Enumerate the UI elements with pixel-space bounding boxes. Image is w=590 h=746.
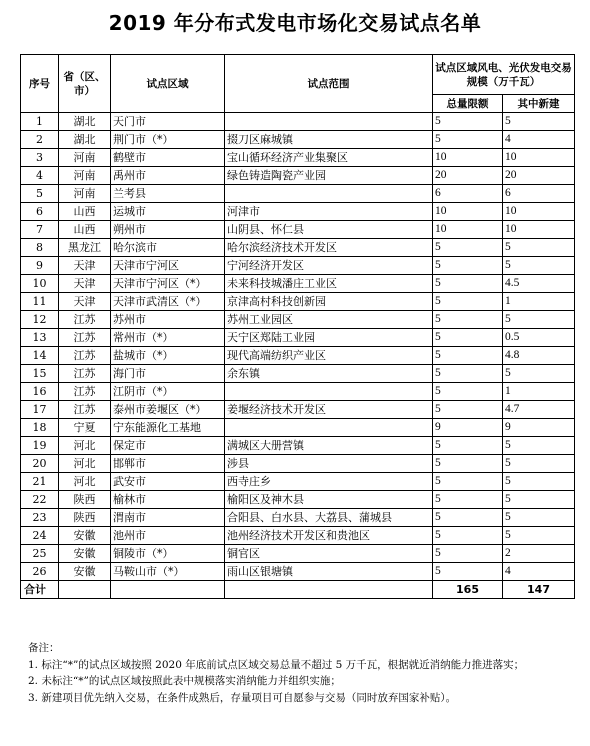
header-province: 省（区、市）	[59, 55, 111, 113]
table-body	[21, 113, 575, 599]
cell-seq: 11	[21, 293, 59, 311]
cell-scope: 山阴县、怀仁县	[225, 221, 433, 239]
cell-area: 荆门市（*）	[111, 131, 225, 149]
cell-area: 池州市	[111, 527, 225, 545]
cell-area: 鹤壁市	[111, 149, 225, 167]
cell-scope: 苏州工业园区	[225, 311, 433, 329]
table-row	[21, 203, 575, 221]
cell-limit: 5	[433, 491, 503, 509]
cell-new: 4.8	[503, 347, 575, 365]
cell-new: 10	[503, 221, 575, 239]
total-limit: 165	[433, 581, 503, 599]
cell-seq: 4	[21, 167, 59, 185]
page-title: 2019 年分布式发电市场化交易试点名单	[108, 11, 482, 35]
header-limit: 总量限额	[433, 95, 503, 113]
cell-limit: 5	[433, 365, 503, 383]
cell-area: 朔州市	[111, 221, 225, 239]
cell-seq: 13	[21, 329, 59, 347]
cell-scope: 现代高端纺织产业区	[225, 347, 433, 365]
table-row	[21, 365, 575, 383]
cell-area: 天门市	[111, 113, 225, 131]
cell-new: 5	[503, 527, 575, 545]
total-empty-cell	[59, 581, 111, 599]
cell-area: 运城市	[111, 203, 225, 221]
cell-scope: 未来科技城潘庄工业区	[225, 275, 433, 293]
cell-seq: 12	[21, 311, 59, 329]
table-row	[21, 113, 575, 131]
cell-area: 邯郸市	[111, 455, 225, 473]
cell-province: 安徽	[59, 545, 111, 563]
cell-new: 1	[503, 383, 575, 401]
cell-limit: 10	[433, 203, 503, 221]
table-row	[21, 275, 575, 293]
cell-area: 天津市宁河区（*）	[111, 275, 225, 293]
cell-limit: 5	[433, 257, 503, 275]
cell-province: 江苏	[59, 329, 111, 347]
table-row	[21, 239, 575, 257]
table-row	[21, 527, 575, 545]
cell-limit: 5	[433, 545, 503, 563]
cell-scope: 合阳县、白水县、大荔县、蒲城县	[225, 509, 433, 527]
cell-limit: 5	[433, 563, 503, 581]
header-scale: 试点区域风电、光伏发电交易规模（万千瓦）	[433, 55, 575, 95]
cell-limit: 10	[433, 221, 503, 239]
cell-seq: 20	[21, 455, 59, 473]
table-row	[21, 455, 575, 473]
total-label: 合计	[21, 581, 59, 599]
cell-scope: 宁河经济开发区	[225, 257, 433, 275]
table-row	[21, 491, 575, 509]
cell-area: 哈尔滨市	[111, 239, 225, 257]
cell-scope: 满城区大册营镇	[225, 437, 433, 455]
cell-limit: 5	[433, 383, 503, 401]
cell-scope: 榆阳区及神木县	[225, 491, 433, 509]
cell-new: 5	[503, 473, 575, 491]
cell-scope: 余东镇	[225, 365, 433, 383]
cell-area: 榆林市	[111, 491, 225, 509]
cell-limit: 5	[433, 293, 503, 311]
cell-limit: 5	[433, 401, 503, 419]
cell-seq: 8	[21, 239, 59, 257]
cell-limit: 5	[433, 311, 503, 329]
cell-seq: 25	[21, 545, 59, 563]
cell-seq: 10	[21, 275, 59, 293]
cell-scope: 绿色铸造陶瓷产业园	[225, 167, 433, 185]
cell-province: 江苏	[59, 365, 111, 383]
cell-area: 马鞍山市（*）	[111, 563, 225, 581]
cell-new: 9	[503, 419, 575, 437]
table-row	[21, 311, 575, 329]
header-area: 试点区域	[111, 55, 225, 113]
cell-area: 铜陵市（*）	[111, 545, 225, 563]
header-new: 其中新建	[503, 95, 575, 113]
table-row	[21, 383, 575, 401]
cell-seq: 16	[21, 383, 59, 401]
cell-new: 4	[503, 563, 575, 581]
cell-new: 5	[503, 437, 575, 455]
table-row	[21, 257, 575, 275]
cell-seq: 23	[21, 509, 59, 527]
table-header	[21, 55, 575, 113]
cell-province: 河北	[59, 437, 111, 455]
note-item-3: 3. 新建项目优先纳入交易，在条件成熟后，存量项目可自愿参与交易（同时放弃国家补贴）。	[28, 691, 457, 704]
cell-limit: 5	[433, 473, 503, 491]
cell-seq: 3	[21, 149, 59, 167]
cell-province: 天津	[59, 293, 111, 311]
cell-seq: 18	[21, 419, 59, 437]
cell-new: 0.5	[503, 329, 575, 347]
cell-limit: 5	[433, 113, 503, 131]
cell-limit: 5	[433, 239, 503, 257]
cell-scope: 哈尔滨经济技术开发区	[225, 239, 433, 257]
cell-seq: 26	[21, 563, 59, 581]
note-item-2: 2. 未标注“*”的试点区域按照此表中规模落实消纳能力并组织实施；	[28, 675, 341, 687]
cell-seq: 7	[21, 221, 59, 239]
cell-area: 泰州市姜堰区（*）	[111, 401, 225, 419]
cell-province: 河南	[59, 185, 111, 203]
cell-area: 宁东能源化工基地	[111, 419, 225, 437]
cell-new: 6	[503, 185, 575, 203]
cell-province: 江苏	[59, 401, 111, 419]
cell-limit: 6	[433, 185, 503, 203]
cell-limit: 5	[433, 527, 503, 545]
cell-area: 天津市武清区（*）	[111, 293, 225, 311]
cell-province: 黑龙江	[59, 239, 111, 257]
table-row	[21, 437, 575, 455]
cell-limit: 5	[433, 131, 503, 149]
cell-province: 湖北	[59, 131, 111, 149]
cell-seq: 2	[21, 131, 59, 149]
cell-province: 江苏	[59, 311, 111, 329]
cell-seq: 15	[21, 365, 59, 383]
cell-seq: 5	[21, 185, 59, 203]
total-new: 147	[503, 581, 575, 599]
table-row	[21, 167, 575, 185]
cell-limit: 5	[433, 509, 503, 527]
cell-province: 陕西	[59, 509, 111, 527]
table-row	[21, 419, 575, 437]
cell-province: 天津	[59, 257, 111, 275]
cell-new: 10	[503, 203, 575, 221]
total-row	[21, 581, 575, 599]
cell-scope: 京津高村科技创新园	[225, 293, 433, 311]
cell-scope: 雨山区银塘镇	[225, 563, 433, 581]
cell-new: 5	[503, 509, 575, 527]
cell-limit: 5	[433, 437, 503, 455]
cell-scope: 河津市	[225, 203, 433, 221]
cell-new: 5	[503, 311, 575, 329]
cell-limit: 5	[433, 347, 503, 365]
cell-limit: 5	[433, 455, 503, 473]
cell-seq: 1	[21, 113, 59, 131]
cell-scope: 涉县	[225, 455, 433, 473]
notes-heading: 备注：	[28, 642, 60, 654]
cell-scope	[225, 419, 433, 437]
cell-area: 兰考县	[111, 185, 225, 203]
table-row	[21, 563, 575, 581]
table-row	[21, 545, 575, 563]
cell-scope: 池州经济技术开发区和贵池区	[225, 527, 433, 545]
cell-province: 河南	[59, 167, 111, 185]
total-empty-cell	[111, 581, 225, 599]
cell-new: 5	[503, 365, 575, 383]
cell-seq: 24	[21, 527, 59, 545]
cell-scope: 掇刀区麻城镇	[225, 131, 433, 149]
cell-scope	[225, 383, 433, 401]
cell-area: 武安市	[111, 473, 225, 491]
cell-area: 渭南市	[111, 509, 225, 527]
cell-scope: 天宁区郑陆工业园	[225, 329, 433, 347]
cell-new: 4	[503, 131, 575, 149]
table-row	[21, 473, 575, 491]
cell-seq: 19	[21, 437, 59, 455]
cell-limit: 9	[433, 419, 503, 437]
cell-province: 安徽	[59, 527, 111, 545]
table-row	[21, 131, 575, 149]
cell-province: 江苏	[59, 347, 111, 365]
cell-province: 江苏	[59, 383, 111, 401]
total-empty-cell	[225, 581, 433, 599]
table-row	[21, 347, 575, 365]
cell-new: 5	[503, 113, 575, 131]
cell-province: 山西	[59, 203, 111, 221]
cell-area: 盐城市（*）	[111, 347, 225, 365]
cell-new: 20	[503, 167, 575, 185]
cell-seq: 21	[21, 473, 59, 491]
note-item-1: 1. 标注“*”的试点区域按照 2020 年底前试点区域交易总量不超过 5 万千瓦，根据就近消纳能力推进落实；	[28, 658, 525, 671]
cell-seq: 9	[21, 257, 59, 275]
cell-area: 苏州市	[111, 311, 225, 329]
cell-scope	[225, 113, 433, 131]
cell-scope: 宝山循环经济产业集聚区	[225, 149, 433, 167]
cell-province: 陕西	[59, 491, 111, 509]
cell-area: 江阴市（*）	[111, 383, 225, 401]
cell-new: 10	[503, 149, 575, 167]
table-row	[21, 293, 575, 311]
table-row	[21, 329, 575, 347]
table-row	[21, 221, 575, 239]
cell-province: 河北	[59, 455, 111, 473]
cell-limit: 20	[433, 167, 503, 185]
notes-section	[28, 640, 578, 706]
cell-scope: 姜堰经济技术开发区	[225, 401, 433, 419]
cell-scope: 铜官区	[225, 545, 433, 563]
cell-seq: 6	[21, 203, 59, 221]
cell-area: 天津市宁河区	[111, 257, 225, 275]
cell-province: 天津	[59, 275, 111, 293]
cell-province: 湖北	[59, 113, 111, 131]
cell-new: 4.5	[503, 275, 575, 293]
cell-limit: 5	[433, 329, 503, 347]
cell-area: 保定市	[111, 437, 225, 455]
cell-province: 安徽	[59, 563, 111, 581]
cell-new: 4.7	[503, 401, 575, 419]
cell-area: 常州市（*）	[111, 329, 225, 347]
cell-new: 5	[503, 491, 575, 509]
cell-seq: 22	[21, 491, 59, 509]
cell-scope	[225, 185, 433, 203]
cell-seq: 17	[21, 401, 59, 419]
table-row	[21, 185, 575, 203]
cell-seq: 14	[21, 347, 59, 365]
header-scope: 试点范围	[225, 55, 433, 113]
table-row	[21, 509, 575, 527]
cell-new: 5	[503, 257, 575, 275]
cell-province: 河南	[59, 149, 111, 167]
cell-scope: 西寺庄乡	[225, 473, 433, 491]
pilot-list-table	[20, 54, 575, 599]
table-row	[21, 149, 575, 167]
cell-area: 海门市	[111, 365, 225, 383]
cell-limit: 10	[433, 149, 503, 167]
cell-province: 山西	[59, 221, 111, 239]
cell-new: 5	[503, 455, 575, 473]
table-row	[21, 401, 575, 419]
cell-area: 禹州市	[111, 167, 225, 185]
cell-limit: 5	[433, 275, 503, 293]
cell-new: 2	[503, 545, 575, 563]
cell-province: 河北	[59, 473, 111, 491]
cell-new: 5	[503, 239, 575, 257]
header-seq: 序号	[21, 55, 59, 113]
cell-province: 宁夏	[59, 419, 111, 437]
cell-new: 1	[503, 293, 575, 311]
